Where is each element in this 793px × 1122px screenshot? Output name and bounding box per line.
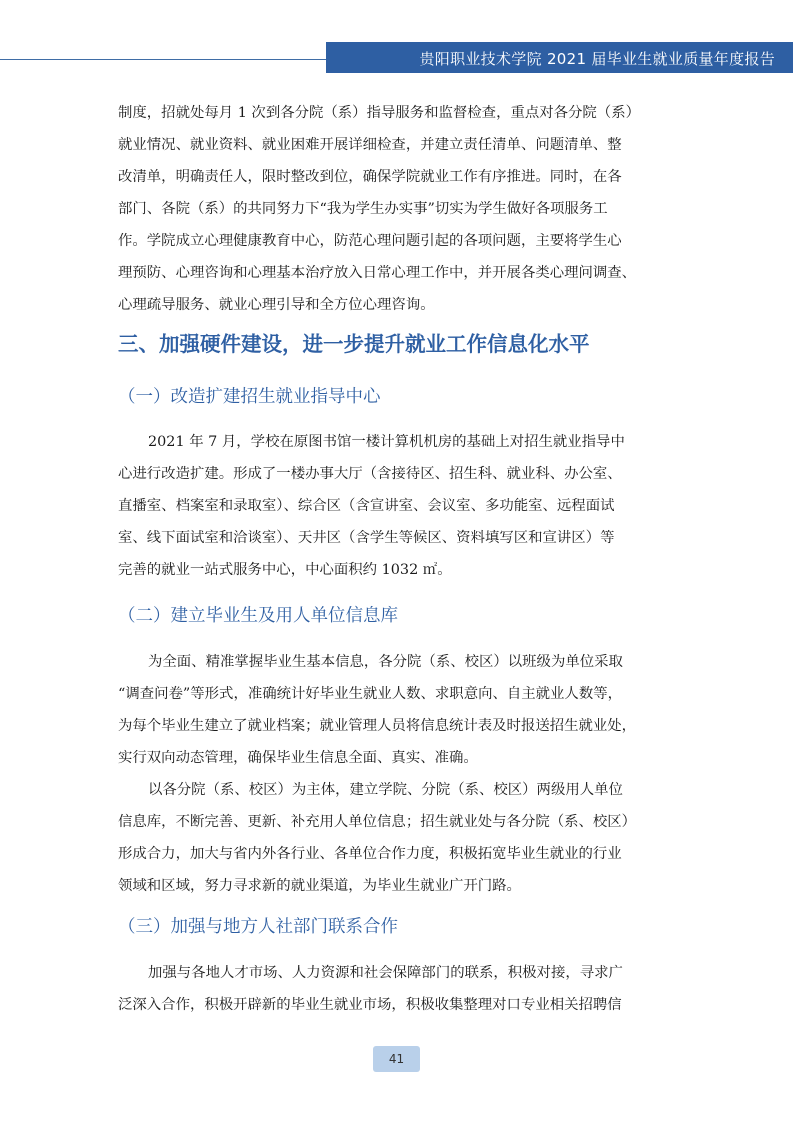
text-line: 就业情况、就业资料、就业困难开展详细检查，并建立责任清单、问题清单、整 [118,137,622,153]
subsection-heading-1: （一）改造扩建招生就业指导中心 [118,387,381,407]
text-line: 加强与各地人才市场、人力资源和社会保障部门的联系，积极对接，寻求广 [148,965,623,981]
text-line: 直播室、档案室和录取室）、综合区（含宣讲室、会议室、多功能室、远程面试 [118,498,615,514]
text-line: 为全面、精准掌握毕业生基本信息，各分院（系、校区）以班级为单位采取 [148,654,623,670]
text-line: 领域和区域，努力寻求新的就业渠道，为毕业生就业广开门路。 [118,878,521,894]
subsection-1-paragraph [118,426,684,586]
subsection-heading-2: （二）建立毕业生及用人单位信息库 [118,606,398,626]
report-title: 贵阳职业技术学院 2021 届毕业生就业质量年度报告 [419,50,775,68]
text-line: 以各分院（系、校区）为主体，建立学院、分院（系、校区）两级用人单位 [148,782,623,798]
text-line: 心理疏导服务、就业心理引导和全方位心理咨询。 [118,297,435,313]
text-line: 形成合力，加大与省内外各行业、各单位合作力度，积极拓宽毕业生就业的行业 [118,846,622,862]
text-line: 泛深入合作，积极开辟新的毕业生就业市场，积极收集整理对口专业相关招聘信 [118,997,622,1013]
subsection-3-paragraph [118,957,684,1021]
text-line: 制度，招就处每月 1 次到各分院（系）指导服务和监督检查，重点对各分院（系） [118,105,640,121]
text-line: 改清单，明确责任人，限时整改到位，确保学院就业工作有序推进。同时，在各 [118,169,622,185]
subsection-2-paragraph-1 [118,646,684,774]
text-line: 理预防、心理咨询和心理基本治疗放入日常心理工作中，并开展各类心理问调查、 [118,265,637,281]
text-line: 心进行改造扩建。形成了一楼办事大厅（含接待区、招生科、就业科、办公室、 [118,466,622,482]
subsection-2-paragraph-2 [118,774,684,902]
text-line: 2021 年 7 月，学校在原图书馆一楼计算机机房的基础上对招生就业指导中 [148,434,625,450]
text-line: 作。学院成立心理健康教育中心，防范心理问题引起的各项问题，主要将学生心 [118,233,622,249]
text-line: 部门、各院（系）的共同努力下“我为学生办实事”切实为学生做好各项服务工 [118,201,608,217]
text-line: 完善的就业一站式服务中心，中心面积约 1032 ㎡。 [118,562,452,578]
page-number: 41 [373,1046,420,1072]
intro-paragraph [118,97,684,321]
section-heading: 三、加强硬件建设，进一步提升就业工作信息化水平 [118,332,590,356]
text-line: 为每个毕业生建立了就业档案；就业管理人员将信息统计表及时报送招生就业处， [118,718,637,734]
text-line: 实行双向动态管理，确保毕业生信息全面、真实、准确。 [118,750,478,766]
subsection-heading-3: （三）加强与地方人社部门联系合作 [118,917,398,937]
text-line: 信息库，不断完善、更新、补充用人单位信息；招生就业处与各分院（系、校区） [118,814,637,830]
text-line: “调查问卷”等形式，准确统计好毕业生就业人数、求职意向、自主就业人数等， [118,686,622,702]
report-header [326,42,793,73]
text-line: 室、线下面试室和洽谈室）、天井区（含学生等候区、资料填写区和宣讲区）等 [118,530,615,546]
